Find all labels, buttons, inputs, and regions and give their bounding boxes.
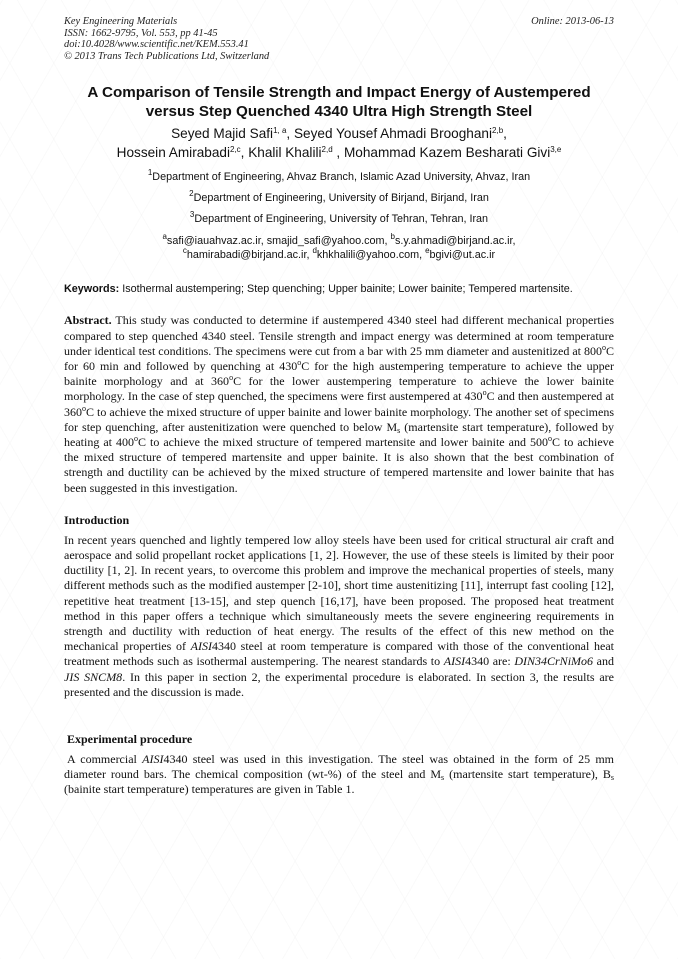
keywords-label: Keywords: [64,283,120,296]
introduction-text: In recent years quenched and lightly tempered low alloy steels have been used for critical structural air craft and aerospace and solid propellant rocket applications [1, 2]. However, the use of these steels is limited by their poor ductility [1, 2]. In recent years, to overcome this problem and improve the mechanical properties of steels, many different methods such as the modified austemper [2-10], short time austenitizing [11], interrupt fast cooling [12], repetitive heat treatment [13-15], and step quench [16,17], have been proposed. The proposed heat treatment method in this paper offers a technique which simultaneously meets the severe engineering requirements in strength and ductility with reduction of heat energy. The results of the effect of this new method on the mechanical properties of AISI4340 steel at room temperature is compared with those of the conventional heat treatment methods such as isothermal austempering. The nearest standards to AISI4340 are: DIN34CrNiMo6 and JIS SNCM8. In this paper in section 2, the experimental procedure is elaborated. In section 3, the results are presented and the discussion is made. [64,532,614,699]
author-affil-mark: 2,d [321,144,333,154]
keywords [64,282,614,296]
author-emails: $^a$safi@iauahvaz.ac.ir, smajid_safi@yahoo.com, $^b$s.y.ahmadi@birjand.ac.ir, $^c$hamirabadi@birjand.ac.ir, $^d$khkhalili@yahoo.com, $^e$bgivi@ut.ac.ir [162,232,516,261]
author-name: Seyed Yousef Ahmadi Brooghani [293,126,493,142]
affiliation: $^1$Department of Engineering, Ahvaz Branch, Islamic Azad University, Ahvaz, Iran [147,168,531,184]
affiliation: $^3$Department of Engineering, University of Tehran, Tehran, Iran [189,210,489,226]
section-heading-experimental: Experimental procedure [67,732,193,747]
author-name: Seyed Majid Safi [171,126,274,142]
author-name: Khalil Khalili [248,144,322,160]
running-header [64,16,614,62]
email-e: bgivi@ut.ac.ir [429,248,496,261]
author-name: Mohammad Kazem Besharati Givi [343,144,551,160]
author-affil-mark: 2,c [229,144,241,154]
author-list: Seyed Majid Safi$^{1, a}$, Seyed Yousef Ahmadi Brooghani$^{2,b}$, Hossein Amirabadi$^{2,c}$, Khalil Khalili$^{2,d}$ , Mohammad Kazem Besharati Givi$^{3,e}$ [116,126,562,160]
online-date: Online: 2013-06-13 [531,16,614,27]
section-heading-introduction: Introduction [64,512,130,527]
email-a: safi@iauahvaz.ac.ir, smajid_safi@yahoo.com, [166,235,391,248]
issn-line: ISSN: 1662-9795, Vol. 553, pp 41-45 [64,27,218,39]
journal-name: Key Engineering Materials [64,16,178,27]
experimental-text: A commercial AISI4340 steel was used in this investigation. The steel was obtained in the form of 25 mm diameter round bars. The chemical composition (wt-%) of the steel and $M_s$ (martensite start temperature), $B_s$ (bainite start temperature) temperatures are given in Table 1. [64,752,615,797]
author-name: Hossein Amirabadi [116,144,230,160]
email-b: s.y.ahmadi@birjand.ac.ir, [394,235,516,248]
abstract: Abstract. This study was conducted to determine if austempered 4340 steel had different mechanical properties compared to step quenched 4340 steel. Tensile strength and impact energy was determined at room temperature under identical test conditions. The specimens were cut from a bar with 25 mm diameter and austenitized at 800$^o$C for 60 min and followed by quenching at 430$^o$C for the high austempering temperature to achieve the upper bainite morphology and at 360$^o$C for the lower austempering temperature to achieve the lower bainite morphology. In the case of step quenched, the specimens were first austempered at 430$^o$C and then austempered at 360$^o$C to achieve the mixed structure of upper bainite and lower bainite morphology. The another set of specimens for step quenching, after austenitization were quenched to below $M_s$ (martensite start temperature), followed by heating at 400$^o$C to achieve the mixed structure of tempered martensite and lower bainite and 500$^o$C to achieve the mixed structure of tempered martensite and upper bainite. It is also shown that the best combination of strength and ductility can be achieved by the mixed structure of tempered martensite and lower bainite that has been suggested in this investigation. [64,313,614,495]
abstract-label: Abstract. [64,313,112,328]
author-affil-mark: 2,b [492,126,504,136]
email-c: hamirabadi@birjand.ac.ir, [186,248,313,261]
keywords-text: Isothermal austempering; Step quenching; Upper bainite; Lower bainite; Tempered martensite. [119,283,573,296]
email-d: khkhalili@yahoo.com, [316,248,426,261]
author-affil-mark: 3,e [550,144,562,154]
affiliation: $^2$Department of Engineering, University of Birjand, Birjand, Iran [189,189,489,205]
author-affil-mark: 1, a [273,126,287,136]
paper-title: A Comparison of Tensile Strength and Impact Energy of Austempered versus Step Quenched 4340 Ultra High Strength Steel [87,84,591,121]
doi-line: doi:10.4028/www.scientific.net/KEM.553.41 [64,39,249,51]
copyright-line: © 2013 Trans Tech Publications Ltd, Switzerland [64,50,270,62]
